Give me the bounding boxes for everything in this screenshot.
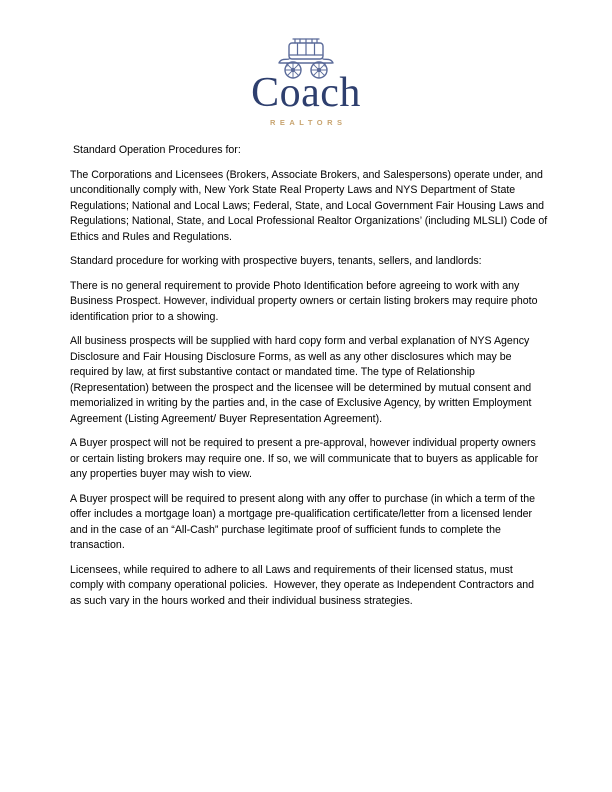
- paragraph-licensees: Licensees, while required to adhere to all Laws and requirements of their licensed status, must comply with company operational policies. However, they operate as Independent Contractors and as such vary in the hours worked and their individual business strategies.: [70, 563, 537, 607]
- brand-tagline: REALTORS: [269, 118, 347, 128]
- paragraph-preapproval: A Buyer prospect will not be required to present a pre-approval, however individual property owners or certain listing brokers may require one. If so, we will communicate that to buyers as applicable for any properties buyer may wish to view.: [70, 437, 542, 481]
- paragraph-intro-heading: Standard Operation Procedures for:: [70, 144, 241, 157]
- paragraph-offer-requirements: A Buyer prospect will be required to present along with any offer to purchase (in which a term of the offer includes a mortgage loan) a mortgage pre-qualification certificate/letter from a licensed lender and in the case of an “All-Cash” purchase legitimate proof of sufficient funds to complete the transaction.: [70, 492, 538, 552]
- paragraph-disclosures: All business prospects will be supplied with hard copy form and verbal explanation of NYS Agency Disclosure and Fair Housing Disclosure Forms, as well as any other disclosures which may be required by law, at first substantive contact or mandated time. The type of Relationship (Representation) between the prospect and the licensee will be determined by mutual consent and memorialized in writing by the parties and, in the case of Exclusive Agency, by written Employment Agreement (Listing Agreement/ Buyer Representation Agreement).: [70, 335, 535, 425]
- coach-realtors-logo: [0, 0, 612, 127]
- paragraph-compliance: The Corporations and Licensees (Brokers, Associate Brokers, and Salespersons) operate under, and unconditionally comply with, New York State Real Property Laws and NYS Department of State Regulations; National and Local Laws; Federal, State, and Local Government Fair Housing Laws and Regulations; National, State, and Local Professional Realtor Organizations’ (including MLSLI) Code of Ethics and Rules and Regulations.: [70, 168, 551, 243]
- paragraph-procedure-heading: Standard procedure for working with prospective buyers, tenants, sellers, and landlords:: [70, 255, 482, 268]
- document-body: [70, 143, 551, 609]
- paragraph-photo-id: There is no general requirement to provide Photo Identification before agreeing to work with any Business Prospect. However, individual property owners or certain listing brokers may require photo identification prior to a showing.: [70, 279, 541, 323]
- brand-name: Coach: [251, 70, 361, 116]
